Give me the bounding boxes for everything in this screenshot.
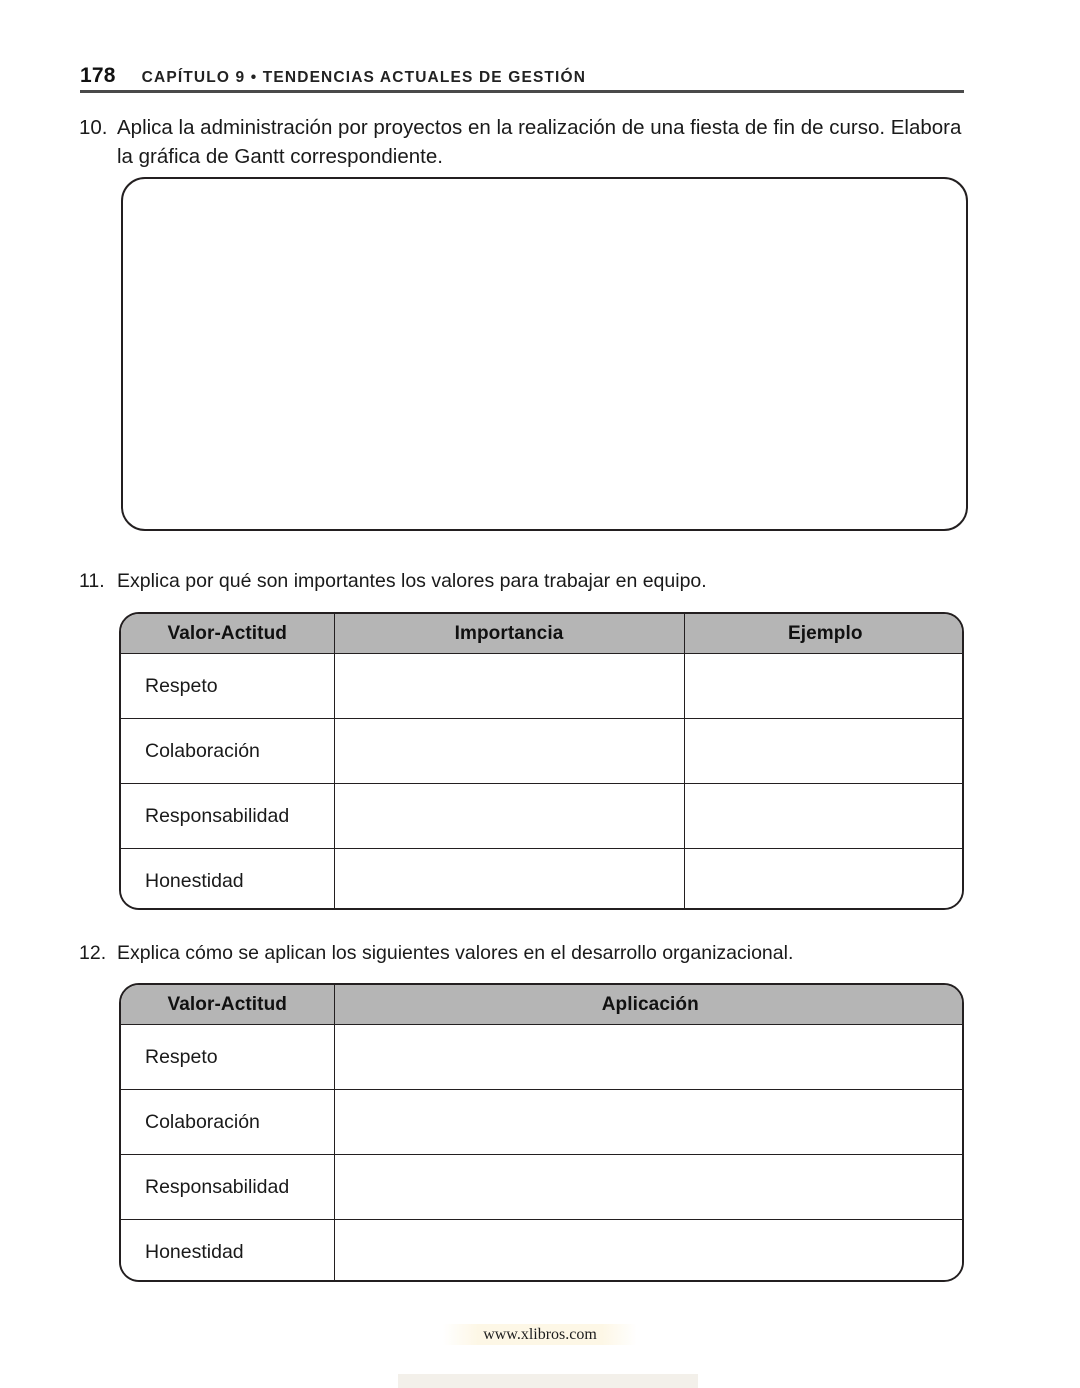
cell-aplicacion-responsabilidad[interactable] xyxy=(334,1155,964,1220)
question-12-number: 12. xyxy=(79,942,107,964)
row-label-honestidad: Honestidad xyxy=(121,849,334,911)
column-header-aplicacion: Aplicación xyxy=(334,985,964,1025)
row-label-colaboracion: Colaboración xyxy=(121,1090,334,1155)
values-importance-example-table xyxy=(119,612,964,910)
table-header-row xyxy=(121,985,964,1025)
question-12 xyxy=(79,940,879,968)
table-row xyxy=(121,784,964,849)
row-label-responsabilidad: Responsabilidad xyxy=(121,784,334,849)
cell-ejemplo-honestidad[interactable] xyxy=(684,849,964,911)
cell-aplicacion-respeto[interactable] xyxy=(334,1025,964,1090)
header-rule xyxy=(80,90,964,93)
cell-ejemplo-colaboracion[interactable] xyxy=(684,719,964,784)
question-10 xyxy=(79,113,979,171)
table-row xyxy=(121,1220,964,1283)
cell-importancia-colaboracion[interactable] xyxy=(334,719,684,784)
column-header-valor-actitud: Valor-Actitud xyxy=(121,985,334,1025)
question-11-number: 11. xyxy=(79,570,105,592)
answer-box-question-10[interactable] xyxy=(121,177,968,531)
column-header-importancia: Importancia xyxy=(334,614,684,654)
question-12-text: Explica cómo se aplican los siguientes valores en el desarrollo organizacional. xyxy=(117,942,794,964)
table-row xyxy=(121,1090,964,1155)
table-row xyxy=(121,849,964,911)
cell-importancia-honestidad[interactable] xyxy=(334,849,684,911)
table-row xyxy=(121,1155,964,1220)
column-header-ejemplo: Ejemplo xyxy=(684,614,964,654)
cell-ejemplo-respeto[interactable] xyxy=(684,654,964,719)
row-label-colaboracion: Colaboración xyxy=(121,719,334,784)
cell-importancia-responsabilidad[interactable] xyxy=(334,784,684,849)
page-number: 178 xyxy=(80,64,116,87)
footer-scan-artifact xyxy=(398,1374,698,1388)
table-row xyxy=(121,654,964,719)
chapter-title: CAPÍTULO 9 • TENDENCIAS ACTUALES DE GESTIÓN xyxy=(141,69,587,86)
footer-watermark xyxy=(0,1326,1080,1344)
cell-ejemplo-responsabilidad[interactable] xyxy=(684,784,964,849)
table-row xyxy=(121,1025,964,1090)
question-11-text: Explica por qué son importantes los valores para trabajar en equipo. xyxy=(117,570,707,592)
table-header-row xyxy=(121,614,964,654)
row-label-respeto: Respeto xyxy=(121,1025,334,1090)
question-10-text: Aplica la administración por proyectos en la realización de una fiesta de fin de curso. Elabora la gráfica de Gantt correspondiente. xyxy=(117,116,962,169)
row-label-honestidad: Honestidad xyxy=(121,1220,334,1283)
cell-aplicacion-colaboracion[interactable] xyxy=(334,1090,964,1155)
cell-aplicacion-honestidad[interactable] xyxy=(334,1220,964,1283)
footer-watermark-text: www.xlibros.com xyxy=(443,1324,637,1345)
table-row xyxy=(121,719,964,784)
cell-importancia-respeto[interactable] xyxy=(334,654,684,719)
column-header-valor-actitud: Valor-Actitud xyxy=(121,614,334,654)
row-label-responsabilidad: Responsabilidad xyxy=(121,1155,334,1220)
row-label-respeto: Respeto xyxy=(121,654,334,719)
values-application-table xyxy=(119,983,964,1282)
question-10-number: 10. xyxy=(79,116,108,139)
question-11 xyxy=(79,568,879,596)
